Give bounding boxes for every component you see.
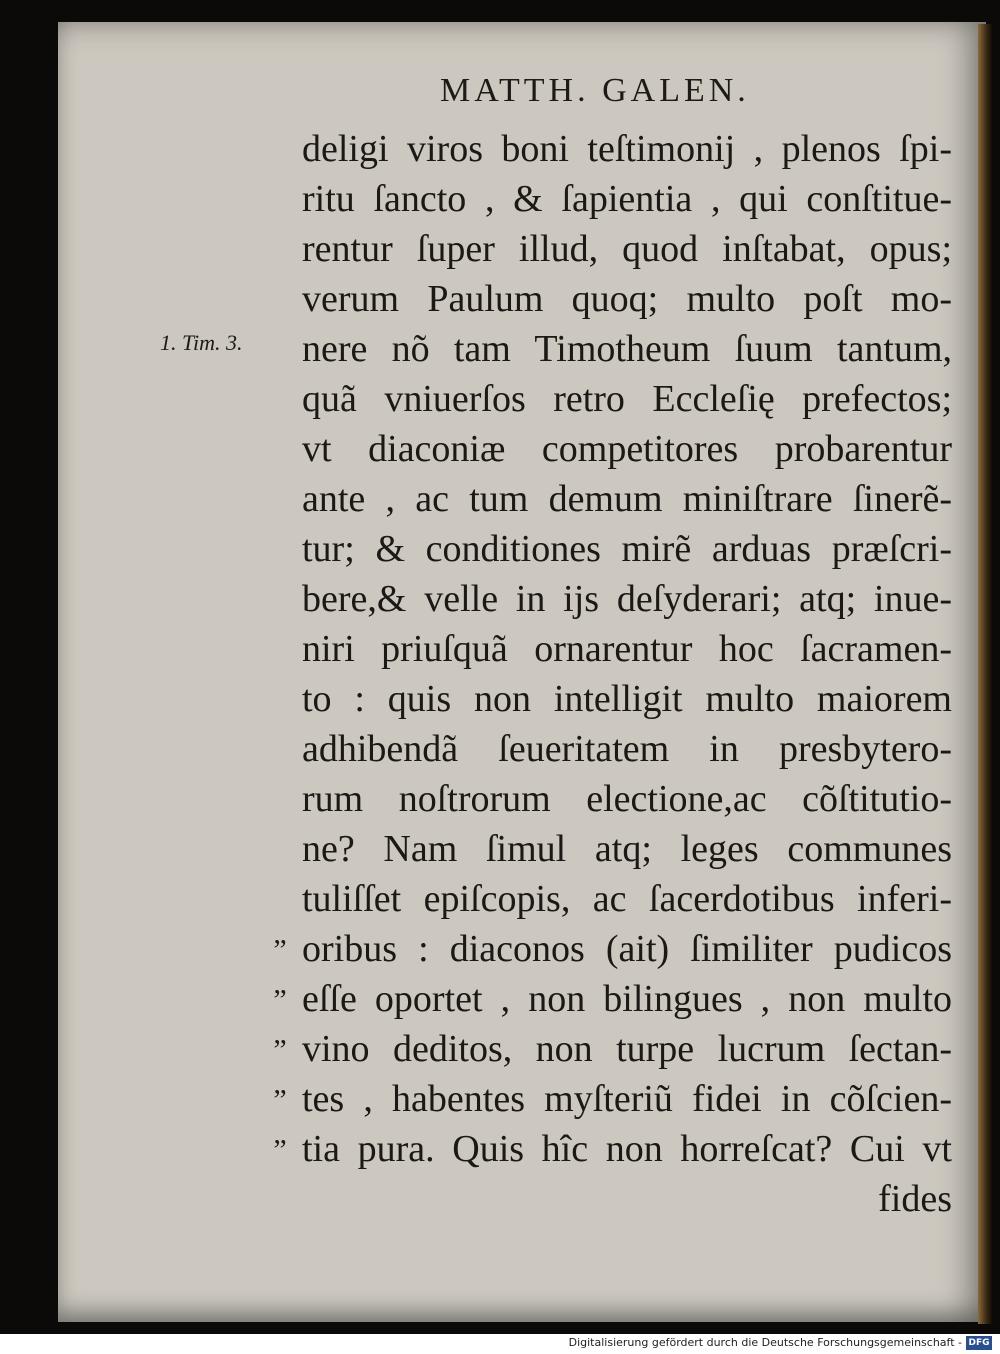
text-line: niri priuſquã ornarentur hoc ſacramen- [302, 628, 952, 670]
text-line: ante , ac tum demum miniſtrare ſinerẽ- [302, 478, 952, 520]
text-line: tia pura. Quis hîc non horreſcat? Cui vt [302, 1128, 952, 1170]
quotation-marks-column [262, 909, 298, 1159]
page-edge [978, 24, 992, 1324]
text-line: oribus : diaconos (ait) ſimiliter pudicos [302, 928, 952, 970]
catchword: fides [878, 1178, 952, 1220]
quotation-mark: „ [273, 1117, 287, 1150]
quotation-mark: „ [273, 1067, 287, 1100]
main-text-block [302, 124, 952, 1224]
text-line: adhibendã ſeueritatem in presbytero- [302, 728, 952, 770]
text-line: quã vniuerſos retro Eccleſię prefectos; [302, 378, 952, 420]
text-line: deligi viros boni teſtimonij , plenos ſpi- [302, 128, 952, 170]
text-line: bere,& velle in ijs deſyderari; atq; inue- [302, 578, 952, 620]
quotation-mark: „ [273, 1017, 287, 1050]
text-line: tuliſſet epiſcopis, ac ſacerdotibus inferi- [302, 878, 952, 920]
quotation-mark: „ [273, 917, 287, 950]
text-line: vt diaconiæ competitores probarentur [302, 428, 952, 470]
text-line: verum Paulum quoq; multo poſt mo- [302, 278, 952, 320]
text-line: nere nõ tam Timotheum ſuum tantum, [302, 328, 952, 370]
text-line: tur; & conditiones mirẽ arduas præſcri- [302, 528, 952, 570]
digitization-credit: Digitalisierung gefördert durch die Deutsche Forschungsgemeinschaft - [568, 1336, 962, 1349]
text-line: tes , habentes myſteriũ fidei in cõſcien- [302, 1078, 952, 1120]
dfg-logo: DFG [966, 1336, 992, 1350]
text-line: to : quis non intelligit multo maiorem [302, 678, 952, 720]
text-line: ritu ſancto , & ſapientia , qui conſtitue- [302, 178, 952, 220]
marginal-note: 1. Tim. 3. [160, 330, 243, 355]
text-line: rentur ſuper illud, quod inſtabat, opus; [302, 228, 952, 270]
text-line: ne? Nam ſimul atq; leges communes [302, 828, 952, 870]
running-head: MATTH. GALEN. [440, 72, 750, 109]
text-line: vino deditos, non turpe lucrum ſectan- [302, 1028, 952, 1070]
text-line: rum noſtrorum electione,ac cõſtitutio- [302, 778, 952, 820]
text-line: eſſe oportet , non bilingues , non multo [302, 978, 952, 1020]
quotation-mark: „ [273, 967, 287, 1000]
